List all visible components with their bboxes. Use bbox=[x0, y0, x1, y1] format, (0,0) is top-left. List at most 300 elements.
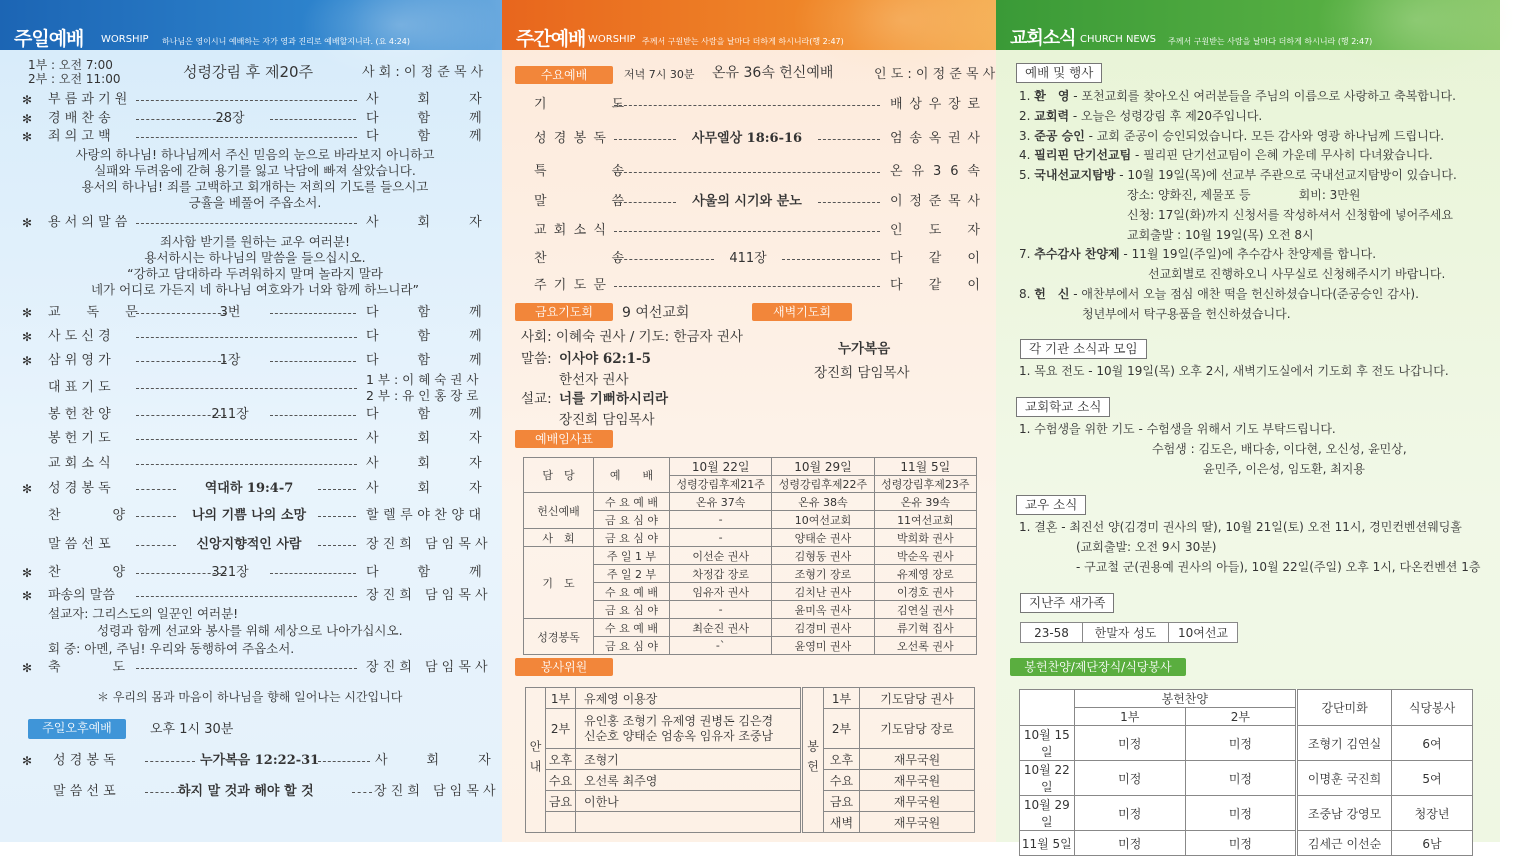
news-number: 8. bbox=[1019, 287, 1031, 301]
news-number: 5. bbox=[1019, 168, 1031, 182]
order-item-detail: 28장 bbox=[215, 111, 245, 126]
order-item-leader: 사 회 자 bbox=[366, 456, 482, 471]
schedule-head-service: 예 배 bbox=[594, 458, 670, 493]
wed-item-detail: 411장 bbox=[729, 251, 767, 266]
offer-cell: 10월 22일 bbox=[1020, 761, 1075, 796]
schedule-cell: 금 요 심 야 bbox=[594, 601, 670, 619]
offer-cell: 이명훈 국진희 bbox=[1297, 761, 1392, 796]
confession-line: 사랑의 하나님! 하나님께서 주신 믿음의 눈으로 바라보지 아니하고 bbox=[75, 147, 435, 162]
order-item-label: 교 회 소 식 bbox=[48, 456, 111, 471]
schedule-cell: 차정갑 장로 bbox=[670, 565, 772, 583]
news-detail: 청년부에서 탁구용품을 헌신하셨습니다. bbox=[1082, 307, 1291, 321]
offer-head-2: 2부 bbox=[1185, 708, 1296, 726]
order-item-detail: 역대하 19:4-7 bbox=[204, 481, 294, 496]
dash-line bbox=[136, 489, 176, 490]
dash-line bbox=[145, 761, 195, 762]
offer-cell: 5여 bbox=[1392, 761, 1473, 796]
wed-item-label: 주 기 도 문 bbox=[534, 278, 606, 293]
wed-item-leader: 배 상 우 장 로 bbox=[890, 97, 980, 112]
offer-cell: 미정 bbox=[1185, 761, 1296, 796]
wednesday-time: 저녁 7시 30분 bbox=[624, 68, 695, 81]
pm-item-detail: 하지 말 것과 해야 할 것 bbox=[178, 784, 314, 799]
wed-item-label: 성 경 봉 독 bbox=[534, 131, 606, 146]
offer-cell: 미정 bbox=[1074, 796, 1185, 831]
new-family-name: 한말자 성도 bbox=[1083, 623, 1169, 643]
usher-slot: 오후 bbox=[546, 749, 576, 770]
offer-corner bbox=[1020, 690, 1075, 708]
dash-line bbox=[136, 596, 357, 597]
dash-line bbox=[318, 516, 356, 517]
order-item-detail: 3번 bbox=[219, 305, 241, 320]
offering-names: 재무국원 bbox=[860, 812, 975, 833]
offering-names: 기도담당 장로 bbox=[860, 709, 975, 749]
usher-names: 조형기 bbox=[576, 749, 802, 770]
sunday-subtitle: WORSHIP bbox=[101, 34, 149, 45]
news-keyword: 교회력 bbox=[1034, 109, 1070, 123]
sunday-header bbox=[0, 0, 502, 50]
order-item-label: 축 도 bbox=[48, 660, 126, 675]
schedule-cell: 11여선교회 bbox=[874, 511, 976, 529]
asterisk-icon: ✻ bbox=[22, 93, 33, 107]
news-text: - 필리핀 단기선교팀이 은혜 가운데 무사히 다녀왔습니다. bbox=[1131, 148, 1433, 162]
schedule-cell: 10여선교회 bbox=[772, 511, 874, 529]
schedule-date: 10월 22일 bbox=[670, 458, 772, 476]
offering-group: 봉헌 bbox=[802, 688, 824, 833]
dash-line bbox=[136, 439, 357, 440]
news-keyword: 준공 승인 bbox=[1034, 129, 1085, 143]
order-item-detail: 나의 기쁨 나의 소망 bbox=[191, 508, 307, 523]
offer-cell: 10월 15일 bbox=[1020, 726, 1075, 761]
weekly-subtitle: WORSHIP bbox=[588, 34, 636, 45]
news-item bbox=[1019, 108, 1262, 125]
friday-sermon-label: 설교: bbox=[521, 391, 552, 407]
school-news-1: 1. 수험생을 위한 기도 - 수험생을 위해서 기도 부탁드립니다. bbox=[1019, 422, 1336, 436]
dash-line bbox=[270, 573, 356, 574]
news-keyword: 헌 신 bbox=[1034, 287, 1070, 301]
news-text: - 애찬부에서 오늘 점심 애찬 떡을 헌신하셨습니다(준공승인 감사). bbox=[1069, 287, 1419, 301]
usher-group: 안내 bbox=[526, 688, 546, 833]
order-item-leader: 사 회 자 bbox=[366, 481, 482, 496]
offer-cell: 11월 5일 bbox=[1020, 831, 1075, 856]
schedule-cell: 조형기 장로 bbox=[772, 565, 874, 583]
news-number: 7. bbox=[1019, 247, 1031, 261]
offering-slot: 1부 bbox=[824, 688, 860, 709]
dash-line bbox=[614, 202, 676, 203]
church-news-column bbox=[996, 0, 1500, 851]
news-subtitle: CHURCH NEWS bbox=[1080, 34, 1156, 45]
offer-cell: 6남 bbox=[1392, 831, 1473, 856]
news-text: - 오늘은 성령강림 후 제20주입니다. bbox=[1069, 109, 1263, 123]
usher-names: 유제영 이용장 bbox=[576, 688, 802, 709]
sunday-heading: 성령강림 후 제20주 bbox=[183, 63, 314, 81]
news-text: - 10월 19일(목)에 선교부 주관으로 국내선교지탐방이 있습니다. bbox=[1115, 168, 1457, 182]
news-keyword: 추수감사 찬양제 bbox=[1034, 247, 1120, 261]
news-item bbox=[1019, 88, 1456, 105]
pardon-line: “강하고 담대하라 두려워하지 말며 놀라지 말라 bbox=[127, 266, 383, 281]
offer-cell: 미정 bbox=[1185, 796, 1296, 831]
schedule-cell: 양태순 권사 bbox=[772, 529, 874, 547]
usher-names bbox=[576, 812, 802, 833]
offer-head-decor: 강단미화 bbox=[1297, 690, 1392, 726]
schedule-group: 사 회 bbox=[524, 529, 594, 547]
order-item-leader: 다 함 께 bbox=[366, 111, 482, 126]
schedule-date: 10월 29일 bbox=[772, 458, 874, 476]
offer-head-choir: 봉헌찬양 bbox=[1074, 690, 1296, 708]
news-detail: 신청: 17일(화)까지 신청서를 작성하셔서 신청함에 넣어주세요 bbox=[1127, 208, 1453, 222]
asterisk-icon: ✻ bbox=[22, 216, 33, 230]
news-keyword: 환 영 bbox=[1034, 89, 1070, 103]
order-item-leader: 다 함 께 bbox=[366, 305, 482, 320]
schedule-group: 성경봉독 bbox=[524, 619, 594, 655]
dash-line bbox=[352, 792, 372, 793]
pardon-line: 네가 어디로 가든지 네 하나님 여호와가 너와 함께 하느니라” bbox=[90, 282, 420, 297]
schedule-cell: 최순진 권사 bbox=[670, 619, 772, 637]
news-item bbox=[1019, 167, 1457, 184]
dash-line bbox=[136, 137, 357, 138]
news-detail: 교회출발 : 10월 19일(목) 오전 8시 bbox=[1127, 228, 1314, 242]
standing-note: ＊ 우리의 몸과 마음이 하나님을 향해 일어나는 시간입니다 bbox=[97, 690, 403, 704]
dash-line bbox=[614, 172, 880, 173]
offering-slot: 오후 bbox=[824, 749, 860, 770]
order-item-label: 부 름 과 기 원 bbox=[48, 92, 128, 107]
schedule-cell: 금 요 심 야 bbox=[594, 637, 670, 655]
wed-item-label: 교 회 소 식 bbox=[534, 223, 606, 238]
dawn-preacher: 장진희 담임목사 bbox=[814, 365, 910, 381]
schedule-cell: 윤영미 권사 bbox=[772, 637, 874, 655]
confession-line: 긍휼을 베풀어 주옵소서. bbox=[188, 195, 322, 210]
schedule-cell: 금 요 심 야 bbox=[594, 511, 670, 529]
sending-line: 설교자: 그리스도의 일꾼인 여러분! bbox=[48, 606, 239, 621]
offer-cell: 미정 bbox=[1074, 761, 1185, 796]
offer-cell: 미정 bbox=[1074, 726, 1185, 761]
wednesday-title: 온유 36속 헌신예배 bbox=[712, 65, 834, 81]
dash-line bbox=[818, 202, 880, 203]
schedule-cell: 온유 37속 bbox=[670, 493, 772, 511]
friday-sermon-title: 너를 기뻐하시리라 bbox=[559, 391, 669, 407]
schedule-week: 성령강림후제21주 bbox=[670, 476, 772, 493]
schedule-head-duty: 담 당 bbox=[524, 458, 594, 493]
friday-reader: 한선자 권사 bbox=[559, 372, 629, 388]
order-item-leader-2: 2 부 : 유 인 홍 장 로 bbox=[366, 388, 479, 403]
schedule-cell: 김치난 권사 bbox=[772, 583, 874, 601]
news-item bbox=[1019, 128, 1444, 145]
schedule-cell: 김연실 권사 bbox=[874, 601, 976, 619]
dash-line bbox=[614, 259, 714, 260]
dash-line bbox=[270, 119, 356, 120]
order-item-leader: 장 진 희 담 임 목 사 bbox=[366, 588, 488, 603]
asterisk-icon: ✻ bbox=[22, 482, 33, 496]
news-number: 1. bbox=[1019, 89, 1031, 103]
order-item-label: 경 배 찬 송 bbox=[48, 111, 111, 126]
news-verse: 주께서 구원받는 사람을 날마다 더하게 하시니라 (행 2:47) bbox=[1168, 37, 1373, 46]
service-time-2: 2부 : 오전 11:00 bbox=[28, 72, 121, 86]
order-item-leader: 다 함 께 bbox=[366, 353, 482, 368]
asterisk-icon: ✻ bbox=[22, 754, 33, 768]
schedule-week: 성령강림후제22주 bbox=[772, 476, 874, 493]
schedule-cell: 오선록 권사 bbox=[874, 637, 976, 655]
order-item-detail: 211장 bbox=[211, 407, 249, 422]
order-item-label: 삼 위 영 가 bbox=[48, 353, 111, 368]
offer-cell: 미정 bbox=[1185, 831, 1296, 856]
offering-slot: 수요 bbox=[824, 770, 860, 791]
afternoon-label: 주일오후예배 bbox=[28, 719, 126, 739]
sunday-worship-column bbox=[0, 0, 502, 842]
order-item-label: 찬 양 bbox=[48, 508, 126, 523]
order-item-label: 죄 의 고 백 bbox=[48, 129, 111, 144]
order-item-leader: 사 회 자 bbox=[366, 431, 482, 446]
sunday-title: 주일예배 bbox=[14, 28, 84, 50]
wednesday-label: 수요예배 bbox=[515, 66, 613, 84]
new-family-group: 10여선교 bbox=[1169, 623, 1238, 643]
order-item-leader: 장 진 희 담 임 목 사 bbox=[366, 660, 488, 675]
schedule-cell: 온유 38속 bbox=[772, 493, 874, 511]
dash-line bbox=[614, 105, 880, 106]
offering-names: 재무국원 bbox=[860, 791, 975, 812]
usher-names bbox=[576, 709, 802, 749]
member-section-title: 교우 소식 bbox=[1016, 495, 1086, 515]
usher-names-line: 유인홍 조형기 유제영 권병돈 김은경 bbox=[584, 713, 774, 728]
news-number: 4. bbox=[1019, 148, 1031, 162]
dawn-book: 누가복음 bbox=[838, 341, 891, 357]
weekly-header bbox=[502, 0, 996, 50]
usher-names-line: 신순호 양태순 엄송옥 임유자 조중남 bbox=[584, 728, 774, 743]
pm-item-label: 말 씀 선 포 bbox=[53, 784, 116, 799]
dash-line bbox=[136, 545, 176, 546]
dash-line bbox=[318, 489, 356, 490]
schedule-cell: 유제영 장로 bbox=[874, 565, 976, 583]
order-item-leader: 사 회 자 bbox=[366, 92, 482, 107]
wed-item-leader: 다 같 이 bbox=[890, 251, 980, 266]
dash-line bbox=[136, 100, 357, 101]
news-header bbox=[996, 0, 1500, 50]
pm-item-leader: 사 회 자 bbox=[375, 753, 491, 768]
schedule-group: 헌신예배 bbox=[524, 493, 594, 529]
sending-line: 회 중: 아멘, 주님! 우리와 동행하여 주옵소서. bbox=[48, 641, 295, 656]
friday-place: 9 여선교회 bbox=[622, 305, 690, 321]
news-number: 2. bbox=[1019, 109, 1031, 123]
dash-line bbox=[614, 139, 676, 140]
afternoon-time: 오후 1시 30분 bbox=[150, 722, 234, 737]
order-item-label: 봉 헌 찬 양 bbox=[48, 407, 111, 422]
schedule-cell: 수 요 예 배 bbox=[594, 493, 670, 511]
order-item-label: 사 도 신 경 bbox=[48, 329, 111, 344]
offering-names: 재무국원 bbox=[860, 770, 975, 791]
schedule-cell: 이경호 권사 bbox=[874, 583, 976, 601]
asterisk-icon: ✻ bbox=[22, 306, 33, 320]
confession-line: 용서의 하나님! 죄를 고백하고 회개하는 저희의 기도를 들으시고 bbox=[81, 179, 429, 194]
order-item-label: 파송의 말씀 bbox=[48, 588, 115, 603]
news-keyword: 국내선교지탐방 bbox=[1034, 168, 1116, 182]
news-text: - 11월 19일(주일)에 추수감사 찬양제를 합니다. bbox=[1119, 247, 1377, 261]
friday-preacher: 장진희 담임목사 bbox=[559, 412, 655, 428]
member-news-1: 1. 결혼 - 최진선 양(김경미 권사의 딸), 10월 21일(토) 오전 11시, 경민컨벤션웨딩홀 bbox=[1019, 520, 1462, 534]
order-item-detail: 321장 bbox=[211, 565, 249, 580]
order-item-label: 봉 헌 기 도 bbox=[48, 431, 111, 446]
asterisk-icon: ✻ bbox=[22, 112, 33, 126]
offer-cell: 10월 29일 bbox=[1020, 796, 1075, 831]
order-item-leader: 장 진 희 담 임 목 사 bbox=[366, 537, 488, 552]
schedule-cell: 김경미 권사 bbox=[772, 619, 874, 637]
order-item-leader: 할 렐 루 야 찬 양 대 bbox=[366, 508, 481, 523]
pardon-line: 용서하시는 하나님의 말씀을 들으십시오. bbox=[144, 250, 366, 265]
news-number: 3. bbox=[1019, 129, 1031, 143]
friday-label: 금요기도회 bbox=[515, 303, 613, 321]
news-title: 교회소식 bbox=[1010, 28, 1076, 49]
service-committee-label: 봉사위원 bbox=[515, 658, 613, 676]
weekly-title: 주간예배 bbox=[516, 28, 586, 50]
order-item-label: 말 씀 선 포 bbox=[48, 537, 111, 552]
order-item-leader: 사 회 자 bbox=[366, 215, 482, 230]
schedule-cell: 주 일 2 부 bbox=[594, 565, 670, 583]
dash-line bbox=[136, 516, 176, 517]
order-item-label: 용 서 의 말 씀 bbox=[48, 215, 128, 230]
offering-names: 기도담당 권사 bbox=[860, 688, 975, 709]
wed-item-leader: 온 유 3 6 속 bbox=[890, 164, 980, 179]
news-item bbox=[1019, 246, 1376, 263]
dash-line bbox=[270, 313, 356, 314]
duty-schedule-table bbox=[523, 457, 977, 655]
schedule-cell: 김형동 권사 bbox=[772, 547, 874, 565]
sunday-verse: 하나님은 영이시니 예배하는 자가 영과 진리로 예배할지니라. (요 4:24) bbox=[162, 37, 411, 46]
usher-slot: 1부 bbox=[546, 688, 576, 709]
dash-line bbox=[614, 231, 880, 232]
schedule-cell: 주 일 1 부 bbox=[594, 547, 670, 565]
wed-item-detail: 사울의 시기와 분노 bbox=[692, 194, 802, 209]
news-item bbox=[1019, 147, 1433, 164]
service-committee-table bbox=[525, 687, 975, 833]
news-detail: 장소: 양화진, 제물포 등 회비: 3만원 bbox=[1127, 188, 1361, 202]
offering-names: 재무국원 bbox=[860, 749, 975, 770]
schedule-cell: - bbox=[670, 529, 772, 547]
offering-table bbox=[1019, 689, 1473, 856]
order-item-label: 대 표 기 도 bbox=[48, 380, 111, 395]
dash-line bbox=[318, 545, 356, 546]
wed-item-detail: 사무엘상 18:6-16 bbox=[691, 131, 803, 146]
new-family-table bbox=[1020, 622, 1238, 643]
asterisk-icon: ✻ bbox=[22, 566, 33, 580]
schedule-cell: 박희화 권사 bbox=[874, 529, 976, 547]
schedule-cell: - bbox=[670, 511, 772, 529]
schedule-label: 예배임사표 bbox=[515, 430, 613, 448]
dash-line bbox=[136, 337, 357, 338]
news-text: - 포천교회를 찾아오신 여러분들을 주님의 이름으로 사랑하고 축복합니다. bbox=[1069, 89, 1456, 103]
usher-slot: 수요 bbox=[546, 770, 576, 791]
org-news: 1. 목요 전도 - 10월 19일(목) 오후 2시, 새벽기도실에서 기도회 후 전도 나갑니다. bbox=[1019, 364, 1449, 378]
dawn-label: 새벽기도회 bbox=[752, 303, 852, 321]
service-time-1: 1부 : 오전 7:00 bbox=[28, 58, 113, 72]
offer-cell: 조형기 김연실 bbox=[1297, 726, 1392, 761]
order-item-label: 찬 양 bbox=[48, 565, 126, 580]
schedule-cell: 임유자 권사 bbox=[670, 583, 772, 601]
sending-line: 성령과 함께 선교와 봉사를 위해 세상으로 나아가십시오. bbox=[97, 623, 403, 638]
weekly-worship-column bbox=[502, 0, 996, 842]
school-section-title: 교회학교 소식 bbox=[1016, 397, 1110, 417]
asterisk-icon: ✻ bbox=[22, 330, 33, 344]
order-item-detail: 1장 bbox=[219, 353, 241, 368]
news-text: - 교회 준공이 승인되었습니다. 모든 감사와 영광 하나님께 드립니다. bbox=[1084, 129, 1445, 143]
usher-slot: 2부 bbox=[546, 709, 576, 749]
pm-item-detail: 누가복음 12:22-31 bbox=[200, 753, 320, 768]
offering-section-label: 봉헌찬양/제단장식/식당봉사 bbox=[1010, 658, 1186, 676]
schedule-cell: 온유 39속 bbox=[874, 493, 976, 511]
org-section-title: 각 기관 소식과 모임 bbox=[1020, 339, 1147, 359]
asterisk-icon: ✻ bbox=[22, 130, 33, 144]
dash-line bbox=[136, 464, 357, 465]
wed-item-label: 찬 송 bbox=[534, 251, 625, 266]
order-item-leader: 다 함 께 bbox=[366, 329, 482, 344]
usher-slot: 금요 bbox=[546, 791, 576, 812]
usher-names: 오선록 최주영 bbox=[576, 770, 802, 791]
asterisk-icon: ✻ bbox=[22, 661, 33, 675]
schedule-cell: -` bbox=[670, 637, 772, 655]
wed-item-leader: 인 도 자 bbox=[890, 223, 980, 238]
school-news-2: 수험생 : 김도은, 배다송, 이다현, 오신성, 윤민상, bbox=[1152, 442, 1407, 456]
offer-head-1: 1부 bbox=[1074, 708, 1185, 726]
schedule-cell: 수 요 예 배 bbox=[594, 583, 670, 601]
schedule-cell: 류기혁 집사 bbox=[874, 619, 976, 637]
friday-presider: 사회: 이혜숙 권사 / 기도: 한금자 권사 bbox=[521, 329, 743, 345]
pardon-line: 죄사함 받기를 원하는 교우 여러분! bbox=[160, 234, 350, 249]
friday-word-ref: 이사야 62:1-5 bbox=[559, 351, 651, 367]
dash-line bbox=[270, 361, 356, 362]
order-item-leader: 다 함 께 bbox=[366, 407, 482, 422]
asterisk-icon: ✻ bbox=[22, 589, 33, 603]
wed-item-label: 특 송 bbox=[534, 164, 625, 179]
school-news-3: 윤민주, 이은성, 임도환, 최지용 bbox=[1203, 462, 1365, 476]
wed-item-leader: 다 같 이 bbox=[890, 278, 980, 293]
schedule-cell: 금 요 심 야 bbox=[594, 529, 670, 547]
dash-line bbox=[136, 388, 357, 389]
order-item-leader-1: 1 부 : 이 혜 숙 권 사 bbox=[366, 372, 479, 387]
schedule-date: 11월 5일 bbox=[874, 458, 976, 476]
member-news-2: (교회출발: 오전 9시 30분) bbox=[1076, 540, 1217, 554]
new-family-number: 23-58 bbox=[1021, 623, 1083, 643]
usher-slot bbox=[546, 812, 576, 833]
pm-item-leader: 장 진 희 담 임 목 사 bbox=[374, 784, 496, 799]
offering-slot: 새벽 bbox=[824, 812, 860, 833]
offer-corner-lower bbox=[1020, 708, 1075, 726]
dash-line bbox=[818, 139, 880, 140]
weekly-verse: 주께서 구원받는 사람을 날마다 더하게 하시니라(행 2:47) bbox=[642, 37, 844, 46]
schedule-cell: - bbox=[670, 601, 772, 619]
schedule-week: 성령강림후제23주 bbox=[874, 476, 976, 493]
events-section-title: 예배 및 행사 bbox=[1016, 63, 1102, 83]
order-item-leader: 다 함 께 bbox=[366, 565, 482, 580]
schedule-cell: 박순옥 권사 bbox=[874, 547, 976, 565]
offer-cell: 김세근 이선순 bbox=[1297, 831, 1392, 856]
news-item bbox=[1019, 286, 1419, 303]
wednesday-leader: 인 도 : 이 정 준 목 사 bbox=[874, 67, 996, 82]
dash-line bbox=[136, 223, 357, 224]
order-item-leader: 다 함 께 bbox=[366, 129, 482, 144]
new-family-section-title: 지난주 새가족 bbox=[1020, 593, 1114, 613]
news-keyword: 필리핀 단기선교팀 bbox=[1034, 148, 1132, 162]
dash-line bbox=[270, 415, 356, 416]
dash-line bbox=[318, 761, 370, 762]
offer-cell: 6여 bbox=[1392, 726, 1473, 761]
sunday-presider: 사 회 : 이 정 준 목 사 bbox=[362, 65, 484, 80]
order-item-label: 성 경 봉 독 bbox=[48, 481, 111, 496]
wed-item-label: 기 도 bbox=[534, 97, 625, 112]
offer-cell: 조중남 강영모 bbox=[1297, 796, 1392, 831]
schedule-cell: 윤미옥 권사 bbox=[772, 601, 874, 619]
wed-item-label: 말 씀 bbox=[534, 194, 625, 209]
wed-item-leader: 엄 송 옥 권 사 bbox=[890, 131, 980, 146]
offer-cell: 미정 bbox=[1185, 726, 1296, 761]
offer-head-kitchen: 식당봉사 bbox=[1392, 690, 1473, 726]
wed-item-leader: 이 정 준 목 사 bbox=[890, 194, 980, 209]
schedule-cell: 이선순 권사 bbox=[670, 547, 772, 565]
